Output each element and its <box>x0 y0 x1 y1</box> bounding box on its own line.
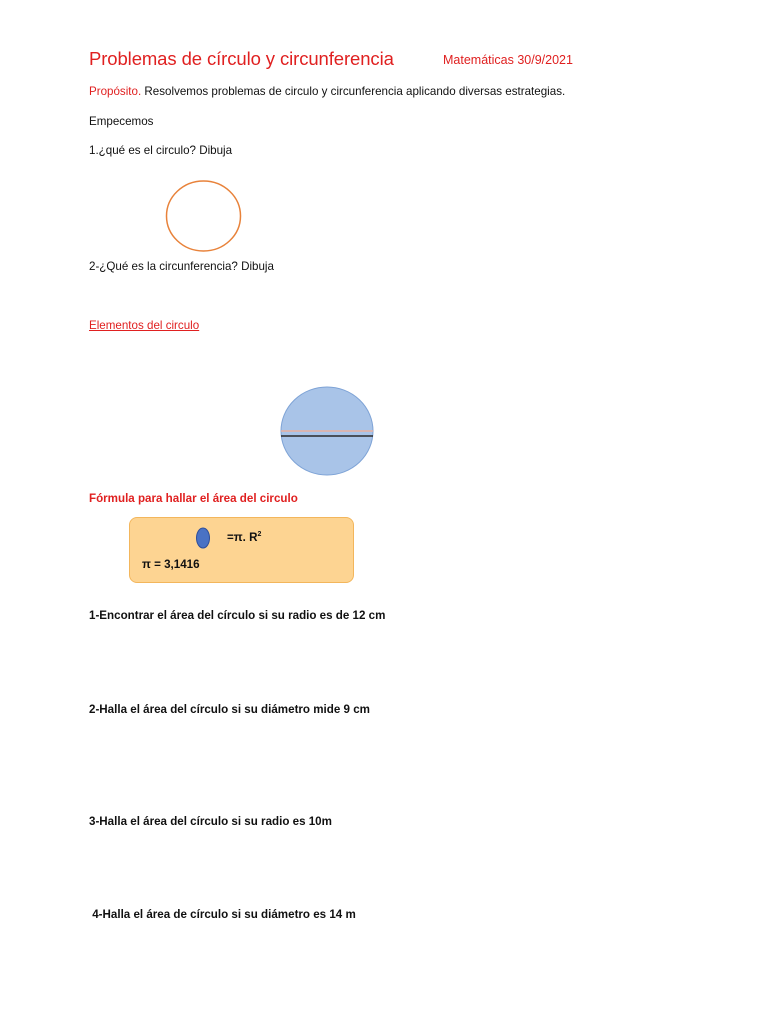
intro-text: Empecemos <box>89 115 154 128</box>
formula-exponent: 2 <box>257 531 262 539</box>
purpose-line <box>89 85 565 98</box>
formula-expression <box>227 531 261 544</box>
elements-heading: Elementos del circulo <box>89 319 200 332</box>
formula-box <box>129 517 354 583</box>
formula-heading: Fórmula para hallar el área del circulo <box>89 492 298 505</box>
page-title: Problemas de círculo y circunferencia <box>89 48 394 69</box>
question-1: 1.¿qué es el circulo? Dibuja <box>89 144 233 157</box>
subject-date: Matemáticas 30/9/2021 <box>443 53 573 67</box>
problem-3: 3-Halla el área del círculo si su radio es 10m <box>89 815 332 828</box>
question-2: 2-¿Qué es la circunferencia? Dibuja <box>89 260 274 273</box>
problem-4: 4-Halla el área de círculo si su diámetro es 14 m <box>89 908 356 921</box>
circle-elements-diagram <box>278 385 376 479</box>
problem-2: 2-Halla el área del círculo si su diámetro mide 9 cm <box>89 703 370 716</box>
formula-text: =π. R <box>227 531 258 544</box>
circle-area-icon <box>195 526 211 550</box>
problem-1: 1-Encontrar el área del círculo si su radio es de 12 cm <box>89 609 386 622</box>
circle-outline-drawing <box>164 179 244 253</box>
purpose-label: Propósito. <box>89 85 142 98</box>
pi-value: π = 3,1416 <box>142 558 200 571</box>
purpose-text: Resolvemos problemas de circulo y circunferencia aplicando diversas estrategias. <box>141 85 566 98</box>
